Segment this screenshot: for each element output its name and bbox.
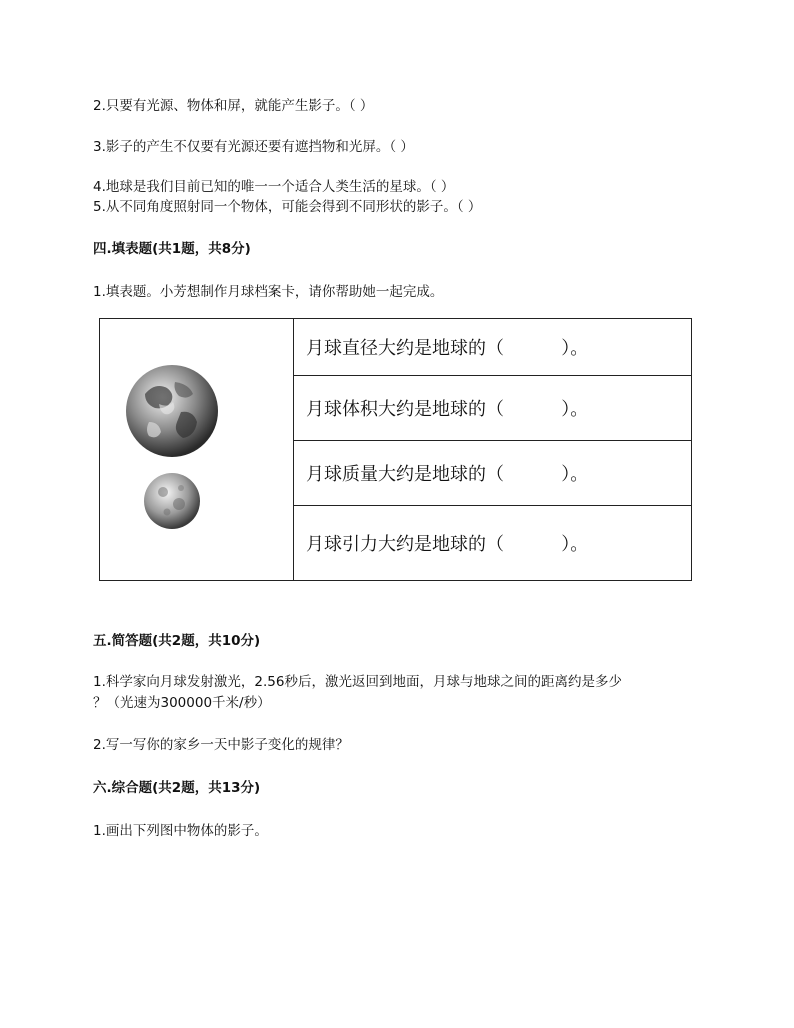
moon-archive-table xyxy=(99,318,692,581)
section4-question-1: 1.填表题。小芳想制作月球档案卡，请你帮助她一起完成。 xyxy=(93,284,444,300)
section5-question-1-line2: ？（光速为300000千米/秒） xyxy=(93,695,271,711)
section5-heading: 五.简答题(共2题，共10分) xyxy=(93,633,261,649)
section5-question-1-line1: 1.科学家向月球发射激光，2.56秒后，激光返回到地面，月球与地球之间的距离约是多少 xyxy=(93,674,622,690)
judgement-item-4: 4.地球是我们目前已知的唯一一个适合人类生活的星球。（ ） xyxy=(93,179,455,195)
table-row-diameter: 月球直径大约是地球的（ ）。 xyxy=(294,319,692,376)
table-row-gravity: 月球引力大约是地球的（ ）。 xyxy=(294,506,692,581)
earth-picture xyxy=(125,364,219,458)
table-row-volume: 月球体积大约是地球的（ ）。 xyxy=(294,376,692,441)
section6-heading: 六.综合题(共2题，共13分) xyxy=(93,780,261,796)
section6-question-1: 1.画出下列图中物体的影子。 xyxy=(93,823,268,839)
section5-question-2: 2.写一写你的家乡一天中影子变化的规律？ xyxy=(93,737,349,753)
section4-heading: 四.填表题(共1题，共8分) xyxy=(93,241,251,257)
judgement-item-5: 5.从不同角度照射同一个物体，可能会得到不同形状的影子。（ ） xyxy=(93,199,482,215)
judgement-item-3: 3.影子的产生不仅要有光源还要有遮挡物和光屏。（ ） xyxy=(93,139,414,155)
moon-picture xyxy=(143,472,201,530)
judgement-item-2: 2.只要有光源、物体和屏，就能产生影子。（ ） xyxy=(93,98,374,114)
planet-image-cell xyxy=(100,319,294,581)
table-row-mass: 月球质量大约是地球的（ ）。 xyxy=(294,441,692,506)
